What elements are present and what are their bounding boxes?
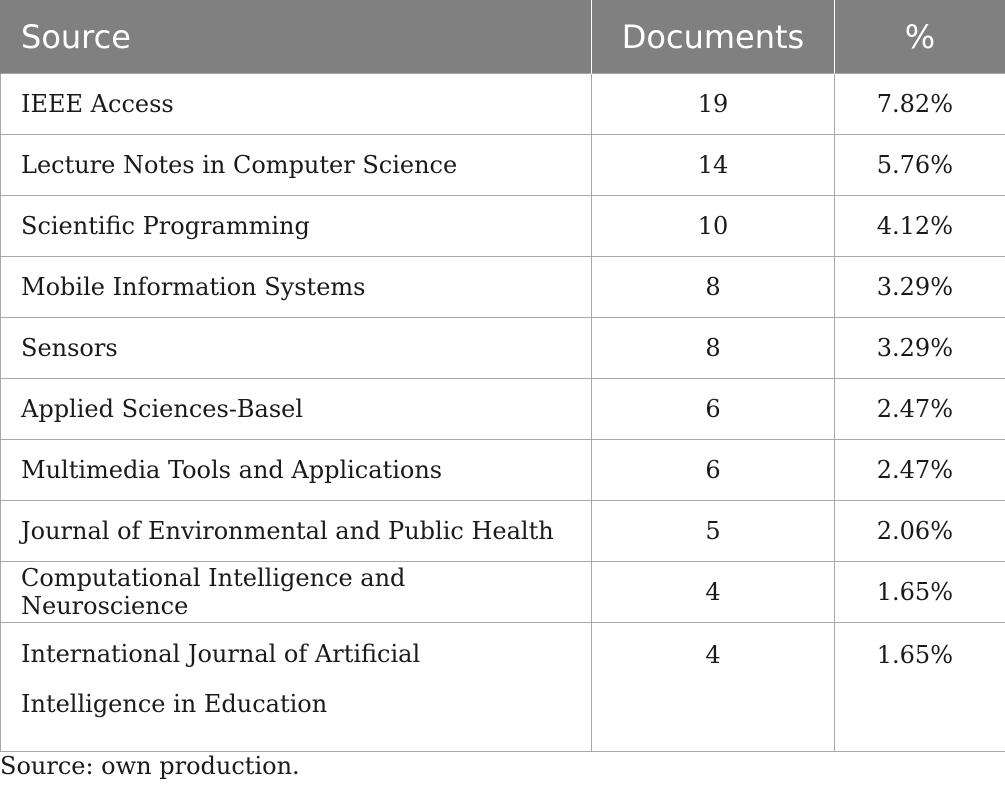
cell-percent: 3.29% bbox=[835, 257, 1005, 318]
cell-documents: 19 bbox=[592, 74, 835, 135]
cell-percent: 5.76% bbox=[835, 135, 1005, 196]
table-row bbox=[1, 257, 1005, 318]
table-row bbox=[1, 501, 1005, 562]
cell-source: Scientific Programming bbox=[1, 196, 592, 257]
cell-documents: 8 bbox=[592, 257, 835, 318]
cell-documents: 6 bbox=[592, 440, 835, 501]
header-percent: % bbox=[835, 0, 1005, 74]
table-row bbox=[1, 74, 1005, 135]
cell-percent: 2.06% bbox=[835, 501, 1005, 562]
header-documents: Documents bbox=[592, 0, 835, 74]
cell-percent: 3.29% bbox=[835, 318, 1005, 379]
cell-percent: 4.12% bbox=[835, 196, 1005, 257]
table-header bbox=[1, 0, 1005, 74]
cell-source: Applied Sciences-Basel bbox=[1, 379, 592, 440]
cell-percent: 2.47% bbox=[835, 379, 1005, 440]
table-row bbox=[1, 623, 1005, 752]
cell-documents: 5 bbox=[592, 501, 835, 562]
cell-percent: 1.65% bbox=[835, 623, 1005, 752]
cell-source: Sensors bbox=[1, 318, 592, 379]
cell-documents: 6 bbox=[592, 379, 835, 440]
table-row bbox=[1, 135, 1005, 196]
table-body bbox=[1, 74, 1005, 752]
cell-documents: 8 bbox=[592, 318, 835, 379]
table-row bbox=[1, 440, 1005, 501]
cell-source: International Journal of Artificial Intelligence in Education bbox=[1, 623, 592, 752]
cell-documents: 4 bbox=[592, 562, 835, 623]
table-row bbox=[1, 379, 1005, 440]
cell-source: Multimedia Tools and Applications bbox=[1, 440, 592, 501]
cell-source: IEEE Access bbox=[1, 74, 592, 135]
cell-percent: 2.47% bbox=[835, 440, 1005, 501]
cell-documents: 10 bbox=[592, 196, 835, 257]
header-row bbox=[1, 0, 1005, 74]
cell-source: Computational Intelligence and Neuroscience bbox=[1, 562, 592, 623]
cell-percent: 7.82% bbox=[835, 74, 1005, 135]
cell-documents: 4 bbox=[592, 623, 835, 752]
cell-source: Journal of Environmental and Public Health bbox=[1, 501, 592, 562]
cell-source: Mobile Information Systems bbox=[1, 257, 592, 318]
table-row bbox=[1, 196, 1005, 257]
cell-documents: 14 bbox=[592, 135, 835, 196]
header-source: Source bbox=[1, 0, 592, 74]
table-footnote: Source: own production. bbox=[0, 752, 300, 780]
table-row bbox=[1, 562, 1005, 623]
cell-percent: 1.65% bbox=[835, 562, 1005, 623]
cell-source: Lecture Notes in Computer Science bbox=[1, 135, 592, 196]
table-row bbox=[1, 318, 1005, 379]
